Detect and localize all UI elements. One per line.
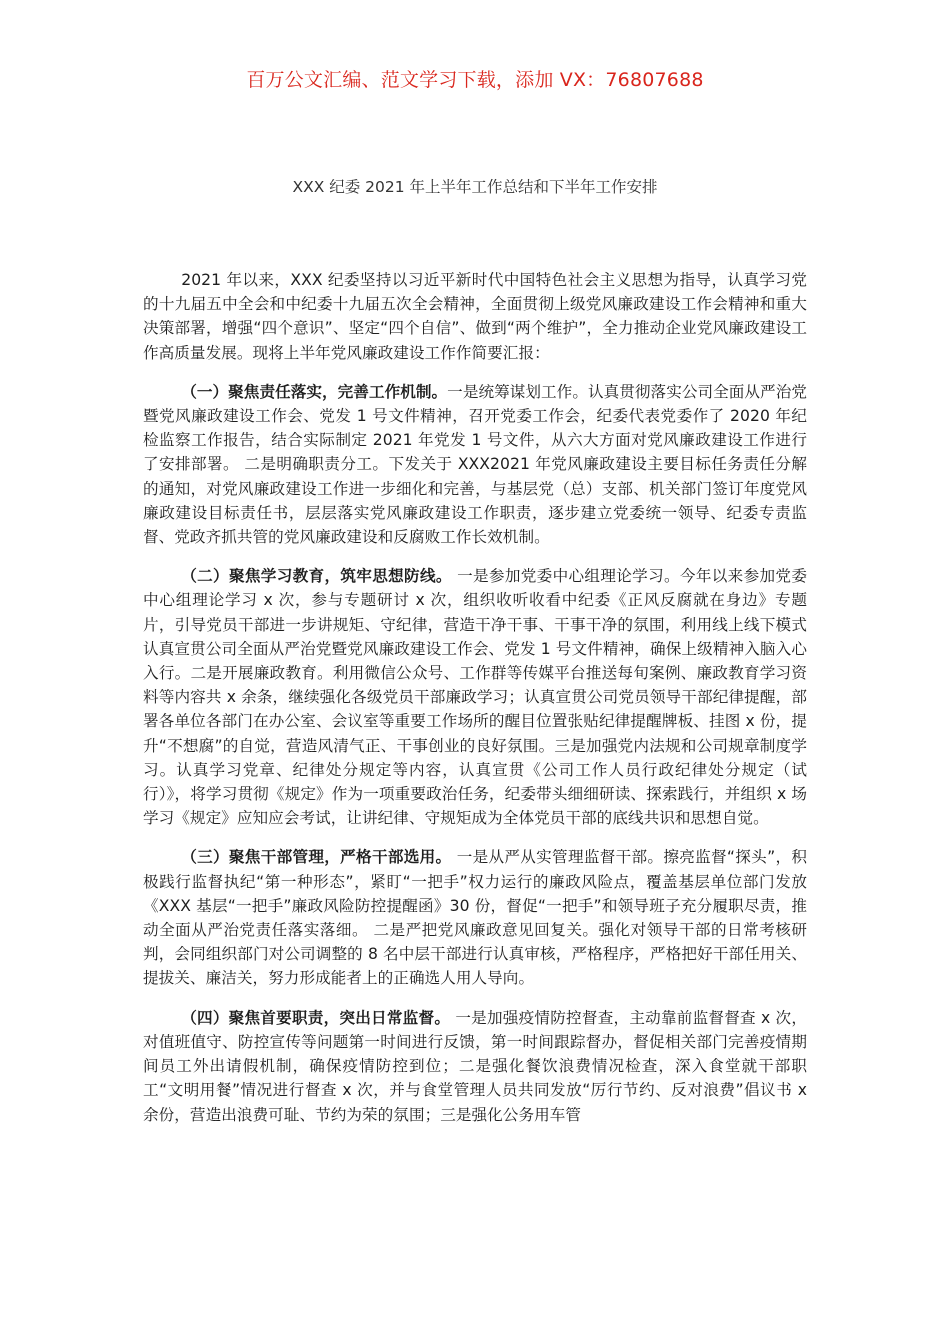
section-heading-3: （三）聚焦干部管理，严格干部选用。: [181, 848, 452, 867]
section-text-1: 一是统筹谋划工作。认真贯彻落实公司全面从严治党暨党风廉政建设工作会、党发 1 号文件精神，召开党委工作会，纪委代表党委作了 2020 年纪检监察工作报告，结合实际制定 2021 年党发 1 号文件，从六大方面对党风廉政建设工作进行了安排部署。 二是明确职责分工。下发关于 XXX2021 年党风廉政建设主要目标任务责任分解的通知，对党风廉政建设工作进一步细化和完善，与基层党（总）支部、机关部门签订年度党风廉政建设目标责任书，层层落实党风廉政建设工作职责，逐步建立党委统一领导、纪委专责监督、党政齐抓共管的党风廉政建设和反腐败工作长效机制。: [143, 382, 807, 547]
intro-paragraph: [143, 268, 807, 365]
section-text-4: 一是加强疫情防控督查，主动靠前监督督查 x 次，对值班值守、防控宣传等问题第一时间进行反馈，第一时间跟踪督办，督促相关部门完善疫情期间员工外出请假机制，确保疫情防控到位；二是强化餐饮浪费情况检查，深入食堂就干部职工“文明用餐”情况进行督查 x 次，并与食堂管理人员共同发放“厉行节约、反对浪费”倡议书 x 余份，营造出浪费可耻、节约为荣的氛围；三是强化公务用车管: [143, 1008, 807, 1124]
section-paragraph-1: [143, 380, 807, 549]
document-body: [143, 268, 807, 1142]
document-title: XXX 纪委 2021 年上半年工作总结和下半年工作安排: [292, 178, 658, 196]
section-heading-2: （二）聚焦学习教育，筑牢思想防线。: [181, 567, 452, 586]
section-text-2: 一是参加党委中心组理论学习。今年以来参加党委中心组理论学习 x 次，参与专题研讨 x 次，组织收听收看中纪委《正风反腐就在身边》专题片，引导党员干部进一步讲规矩、守纪律，营造干净干事、干事干净的氛围，利用线上线下模式认真宣贯公司全面从严治党暨党风廉政建设工作会、党发 1 号文件精神，确保上级精神入脑入心入行。二是开展廉政教育。利用微信公众号、工作群等传媒平台推送每旬案例、廉政教育学习资料等内容共 x 余条，继续强化各级党员干部廉政学习；认真宣贯公司党员领导干部纪律提醒，部署各单位各部门在办公室、会议室等重要工作场所的醒目位置张贴纪律提醒牌板、挂图 x 份，提升“不想腐”的自觉，营造风清气正、干事创业的良好氛围。三是加强党内法规和公司规章制度学习。认真学习党章、纪律处分规定等内容，认真宣贯《公司工作人员行政纪律处分规定（试行）》，将学习贯彻《规定》作为一项重要政治任务，纪委带头细细研读、探索践行，并组织 x 场学习《规定》应知应会考试，让讲纪律、守规矩成为全体党员干部的底线共识和思想自觉。: [143, 567, 807, 828]
section-paragraph-2: [143, 564, 807, 830]
section-paragraph-3: [143, 845, 807, 990]
section-heading-4: （四）聚焦首要职责，突出日常监督。: [181, 1008, 451, 1027]
intro-text: 2021 年以来，XXX 纪委坚持以习近平新时代中国特色社会主义思想为指导，认真学习党的十九届五中全会和中纪委十九届五次全会精神，全面贯彻上级党风廉政建设工作会精神和重大决策部署，增强“四个意识”、坚定“四个自信”、做到“两个维护”，全力推动企业党风廉政建设工作高质量发展。现将上半年党风廉政建设工作作简要汇报：: [143, 271, 807, 362]
promo-banner: 百万公文汇编、范文学习下载，添加 VX：76807688: [246, 69, 704, 91]
section-heading-1: （一）聚焦责任落实，完善工作机制。: [181, 382, 448, 401]
section-text-3: 一是从严从实管理监督干部。擦亮监督“探头”，积极践行监督执纪“第一种形态”，紧盯“一把手”权力运行的廉政风险点，覆盖基层单位部门发放《XXX 基层“一把手”廉政风险防控提醒函》30 份，督促“一把手”和领导班子充分履职尽责，推动全面从严治党责任落实落细。 二是严把党风廉政意见回复关。强化对领导干部的日常考核研判，会同组织部门对公司调整的 8 名中层干部进行认真审核，严格程序，严格把好干部任用关、提拔关、廉洁关，努力形成能者上的正确选人用人导向。: [143, 848, 807, 988]
section-paragraph-4: [143, 1006, 807, 1127]
